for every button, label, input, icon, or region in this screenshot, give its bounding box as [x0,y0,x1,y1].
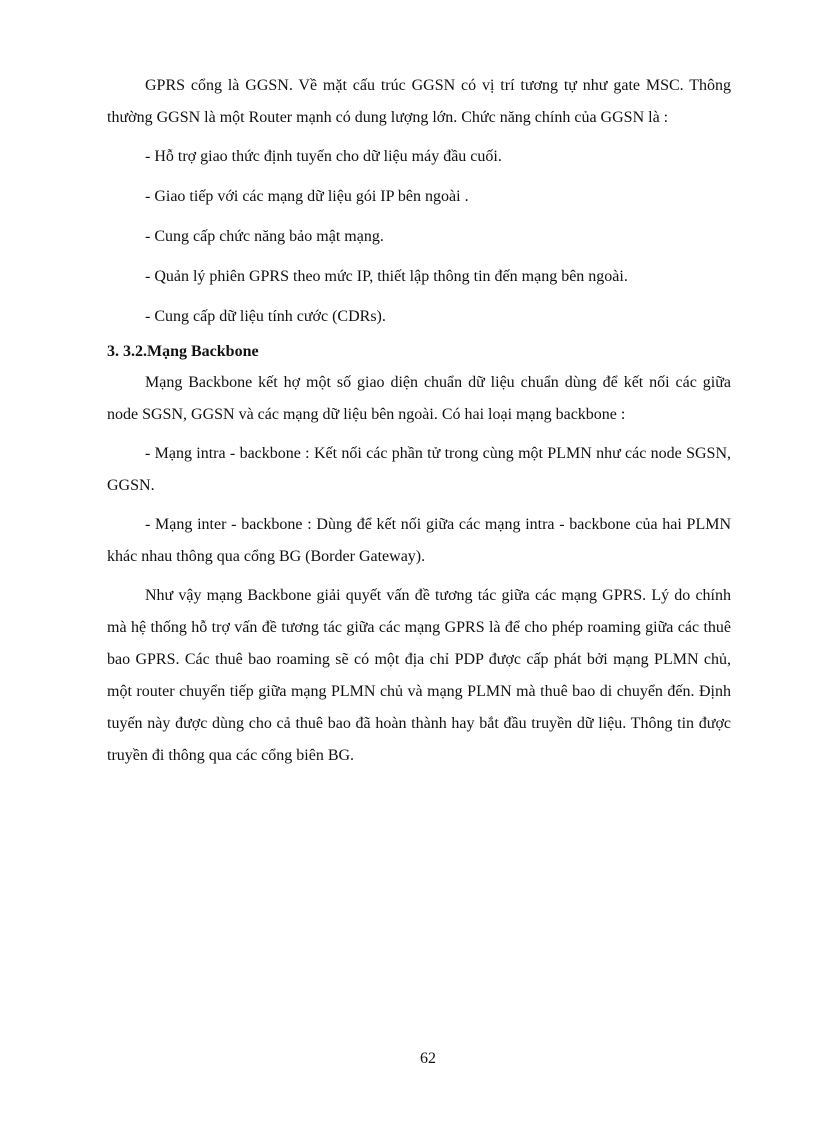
function-item: - Giao tiếp với các mạng dữ liệu gói IP bên ngoài . [145,188,469,205]
document-body [107,70,731,772]
page-number: 62 [420,1050,436,1067]
function-item: - Quản lý phiên GPRS theo mức IP, thiết lập thông tin đến mạng bên ngoài. [145,268,628,285]
function-list [107,141,731,333]
function-item: - Cung cấp chức năng bảo mật mạng. [145,228,384,245]
intro-paragraph: GPRS cổng là GGSN. Về mặt cấu trúc GGSN có vị trí tương tự như gate MSC. Thông thường GGSN là một Router mạnh có dung lượng lớn. Chức năng chính của GGSN là : [107,77,731,126]
section-heading: 3. 3.2.Mạng Backbone [107,343,259,360]
function-item: - Cung cấp dữ liệu tính cước (CDRs). [145,308,386,325]
inter-backbone-item: - Mạng inter - backbone : Dùng để kết nối giữa các mạng intra - backbone của hai PLMN khác nhau thông qua cổng BG (Border Gateway). [107,516,731,565]
roaming-paragraph: Như vậy mạng Backbone giải quyết vấn đề tương tác giữa các mạng GPRS. Lý do chính mà hệ thống hỗ trợ vấn đề tương tác giữa các mạng GPRS là để cho phép roaming giữa các thuê bao GPRS. Các thuê bao roaming sẽ có một địa chỉ PDP được cấp phát bởi mạng PLMN chủ, một router chuyển tiếp giữa mạng PLMN chủ và mạng PLMN mà thuê bao di chuyển đến. Định tuyến này được dùng cho cả thuê bao đã hoàn thành hay bắt đầu truyền dữ liệu. Thông tin được truyền đi thông qua các cổng biên BG. [107,587,731,764]
function-item: - Hỗ trợ giao thức định tuyến cho dữ liệu máy đầu cuối. [145,148,502,165]
backbone-paragraph: Mạng Backbone kết hợ một số giao diện chuẩn dữ liệu chuẩn dùng để kết nối các giữa node SGSN, GGSN và các mạng dữ liệu bên ngoài. Có hai loại mạng backbone : [107,374,731,423]
intra-backbone-item: - Mạng intra - backbone : Kết nối các phần tử trong cùng một PLMN như các node SGSN, GGSN. [107,445,731,494]
